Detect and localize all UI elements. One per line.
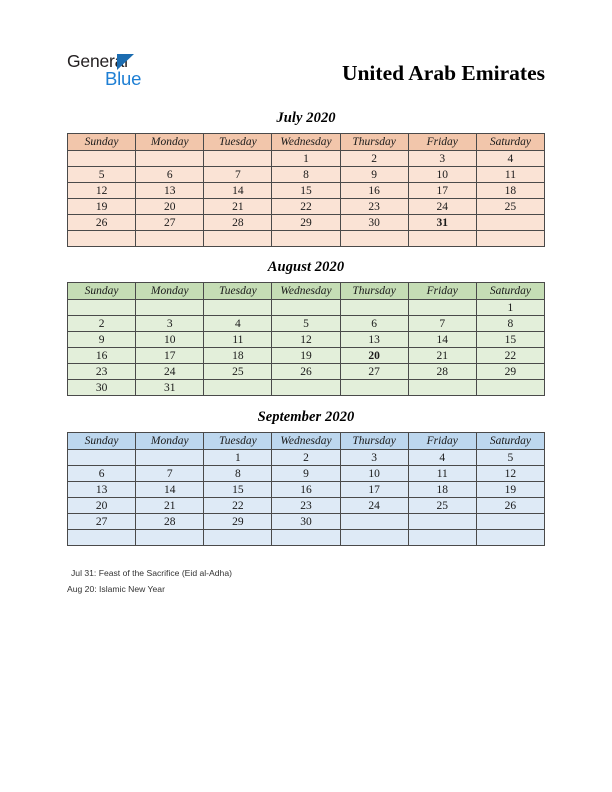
calendar-day-empty bbox=[204, 380, 272, 396]
calendar-day[interactable]: 15 bbox=[204, 482, 272, 498]
weekday-header-wednesday: Wednesday bbox=[272, 433, 340, 450]
calendar-week-row bbox=[68, 498, 545, 514]
calendar-day[interactable]: 4 bbox=[408, 450, 476, 466]
weekday-header-row bbox=[68, 433, 545, 450]
calendar-day[interactable]: 12 bbox=[272, 332, 340, 348]
calendar-day[interactable]: 21 bbox=[136, 498, 204, 514]
month-block-august bbox=[67, 259, 545, 396]
calendar-day[interactable]: 8 bbox=[204, 466, 272, 482]
calendar-day[interactable]: 13 bbox=[340, 332, 408, 348]
month-block-july bbox=[67, 110, 545, 247]
calendar-body bbox=[68, 450, 545, 546]
calendar-table-september bbox=[67, 432, 545, 546]
calendar-day[interactable]: 29 bbox=[476, 364, 544, 380]
calendar-day[interactable]: 14 bbox=[408, 332, 476, 348]
calendar-day[interactable]: 8 bbox=[476, 316, 544, 332]
calendar-day-empty bbox=[272, 380, 340, 396]
calendar-day-empty bbox=[136, 231, 204, 247]
calendar-table-july bbox=[67, 133, 545, 247]
calendar-day[interactable]: 19 bbox=[476, 482, 544, 498]
calendar-day[interactable]: 24 bbox=[340, 498, 408, 514]
calendar-day-empty bbox=[204, 151, 272, 167]
calendar-week-row bbox=[68, 482, 545, 498]
weekday-header-monday: Monday bbox=[136, 283, 204, 300]
calendar-day-empty bbox=[476, 231, 544, 247]
calendar-day[interactable]: 19 bbox=[68, 199, 136, 215]
calendar-day[interactable]: 23 bbox=[68, 364, 136, 380]
calendar-day[interactable]: 7 bbox=[204, 167, 272, 183]
calendar-day[interactable]: 16 bbox=[68, 348, 136, 364]
weekday-header-sunday: Sunday bbox=[68, 283, 136, 300]
weekday-header-tuesday: Tuesday bbox=[204, 283, 272, 300]
calendar-day-empty bbox=[476, 530, 544, 546]
calendar-day[interactable]: 9 bbox=[340, 167, 408, 183]
calendar-week-row bbox=[68, 466, 545, 482]
calendar-day[interactable]: 16 bbox=[340, 183, 408, 199]
calendar-day-empty bbox=[136, 300, 204, 316]
calendar-day-empty bbox=[476, 215, 544, 231]
calendar-day-empty bbox=[272, 300, 340, 316]
calendar-day-empty bbox=[68, 231, 136, 247]
calendar-day[interactable]: 14 bbox=[204, 183, 272, 199]
weekday-header-row bbox=[68, 134, 545, 151]
calendar-day[interactable]: 25 bbox=[408, 498, 476, 514]
calendar-day[interactable]: 29 bbox=[272, 215, 340, 231]
calendar-day[interactable]: 24 bbox=[136, 364, 204, 380]
calendar-day[interactable]: 10 bbox=[408, 167, 476, 183]
calendar-day[interactable]: 18 bbox=[408, 482, 476, 498]
calendar-day-empty bbox=[68, 300, 136, 316]
calendar-day[interactable]: 6 bbox=[136, 167, 204, 183]
calendar-day-empty bbox=[272, 231, 340, 247]
holiday-note: Jul 31: Feast of the Sacrifice (Eid al-Adha) bbox=[71, 568, 232, 578]
calendar-day[interactable]: 9 bbox=[272, 466, 340, 482]
calendar-day[interactable]: 15 bbox=[272, 183, 340, 199]
calendar-day[interactable]: 23 bbox=[272, 498, 340, 514]
calendar-day-holiday[interactable]: 20 bbox=[340, 348, 408, 364]
calendar-day[interactable]: 13 bbox=[68, 482, 136, 498]
logo-text-blue: Blue bbox=[105, 68, 142, 89]
calendar-day[interactable]: 12 bbox=[476, 466, 544, 482]
calendar-day[interactable]: 27 bbox=[68, 514, 136, 530]
weekday-header-friday: Friday bbox=[408, 433, 476, 450]
calendar-day-empty bbox=[204, 231, 272, 247]
calendar-day[interactable]: 27 bbox=[340, 364, 408, 380]
month-title: August 2020 bbox=[267, 259, 345, 275]
calendar-day[interactable]: 30 bbox=[68, 380, 136, 396]
weekday-header-monday: Monday bbox=[136, 134, 204, 151]
weekday-header-saturday: Saturday bbox=[476, 134, 544, 151]
calendar-day[interactable]: 18 bbox=[204, 348, 272, 364]
calendar-day[interactable]: 10 bbox=[340, 466, 408, 482]
calendar-day[interactable]: 20 bbox=[136, 199, 204, 215]
calendar-day[interactable]: 5 bbox=[68, 167, 136, 183]
calendar-day[interactable]: 20 bbox=[68, 498, 136, 514]
calendar-week-row bbox=[68, 450, 545, 466]
calendar-day[interactable]: 25 bbox=[204, 364, 272, 380]
calendar-week-row bbox=[68, 380, 545, 396]
calendar-day[interactable]: 5 bbox=[476, 450, 544, 466]
calendar-day-empty bbox=[408, 514, 476, 530]
calendar-day-empty bbox=[68, 530, 136, 546]
calendar-week-row bbox=[68, 215, 545, 231]
calendar-day[interactable]: 4 bbox=[476, 151, 544, 167]
calendar-day[interactable]: 6 bbox=[68, 466, 136, 482]
calendar-day-empty bbox=[340, 530, 408, 546]
weekday-header-friday: Friday bbox=[408, 134, 476, 151]
calendar-day[interactable]: 11 bbox=[408, 466, 476, 482]
calendar-day[interactable]: 3 bbox=[340, 450, 408, 466]
calendar-day-empty bbox=[340, 380, 408, 396]
calendar-week-row bbox=[68, 364, 545, 380]
calendar-day[interactable]: 9 bbox=[68, 332, 136, 348]
calendar-week-row bbox=[68, 151, 545, 167]
calendar-body bbox=[68, 151, 545, 247]
calendar-day[interactable]: 22 bbox=[476, 348, 544, 364]
general-blue-logo bbox=[67, 50, 167, 96]
calendar-day[interactable]: 21 bbox=[408, 348, 476, 364]
calendar-week-row bbox=[68, 300, 545, 316]
calendar-day-empty bbox=[340, 514, 408, 530]
calendar-day[interactable]: 25 bbox=[476, 199, 544, 215]
calendar-week-row bbox=[68, 530, 545, 546]
logo-text-general: General bbox=[67, 51, 128, 71]
calendar-day-empty bbox=[136, 450, 204, 466]
calendar-day[interactable]: 11 bbox=[476, 167, 544, 183]
calendar-day[interactable]: 16 bbox=[272, 482, 340, 498]
calendar-day[interactable]: 2 bbox=[68, 316, 136, 332]
calendar-day-empty bbox=[204, 530, 272, 546]
calendar-day[interactable]: 28 bbox=[408, 364, 476, 380]
calendar-day[interactable]: 1 bbox=[204, 450, 272, 466]
calendar-day[interactable]: 17 bbox=[340, 482, 408, 498]
calendar-day[interactable]: 8 bbox=[272, 167, 340, 183]
calendar-day[interactable]: 3 bbox=[136, 316, 204, 332]
calendar-day[interactable]: 4 bbox=[204, 316, 272, 332]
calendar-day[interactable]: 28 bbox=[136, 514, 204, 530]
calendar-week-row bbox=[68, 231, 545, 247]
calendar-day-empty bbox=[476, 380, 544, 396]
calendar-day[interactable]: 12 bbox=[68, 183, 136, 199]
calendar-day[interactable]: 1 bbox=[272, 151, 340, 167]
calendar-table-august bbox=[67, 282, 545, 396]
calendar-day[interactable]: 28 bbox=[204, 215, 272, 231]
calendar-day[interactable]: 30 bbox=[272, 514, 340, 530]
calendar-day-empty bbox=[136, 151, 204, 167]
page-title: United Arab Emirates bbox=[341, 61, 545, 85]
weekday-header-wednesday: Wednesday bbox=[272, 283, 340, 300]
calendar-day[interactable]: 26 bbox=[68, 215, 136, 231]
calendar-week-row bbox=[68, 332, 545, 348]
holiday-note: Aug 20: Islamic New Year bbox=[67, 583, 165, 594]
calendar-week-row bbox=[68, 183, 545, 199]
calendar-day[interactable]: 31 bbox=[136, 380, 204, 396]
calendar-day[interactable]: 6 bbox=[340, 316, 408, 332]
calendar-day-empty bbox=[136, 530, 204, 546]
calendar-day[interactable]: 1 bbox=[476, 300, 544, 316]
calendar-day[interactable]: 17 bbox=[408, 183, 476, 199]
calendar-body bbox=[68, 300, 545, 396]
calendar-day[interactable]: 15 bbox=[476, 332, 544, 348]
calendar-day[interactable]: 11 bbox=[204, 332, 272, 348]
weekday-header-saturday: Saturday bbox=[476, 433, 544, 450]
calendar-day-empty bbox=[68, 151, 136, 167]
calendar-day[interactable]: 13 bbox=[136, 183, 204, 199]
calendar-week-row bbox=[68, 199, 545, 215]
calendar-day-empty bbox=[408, 380, 476, 396]
weekday-header-wednesday: Wednesday bbox=[272, 134, 340, 151]
calendar-day[interactable]: 2 bbox=[272, 450, 340, 466]
calendar-day[interactable]: 26 bbox=[476, 498, 544, 514]
calendar-day[interactable]: 7 bbox=[408, 316, 476, 332]
calendar-day-empty bbox=[408, 231, 476, 247]
calendar-day-empty bbox=[204, 300, 272, 316]
calendar-day[interactable]: 10 bbox=[136, 332, 204, 348]
calendar-day-empty bbox=[476, 514, 544, 530]
calendar-day-empty bbox=[408, 530, 476, 546]
weekday-header-sunday: Sunday bbox=[68, 134, 136, 151]
calendar-day[interactable]: 3 bbox=[408, 151, 476, 167]
calendar-week-row bbox=[68, 514, 545, 530]
calendar-day[interactable]: 30 bbox=[340, 215, 408, 231]
calendar-week-row bbox=[68, 348, 545, 364]
month-title: September 2020 bbox=[257, 409, 355, 425]
weekday-header-thursday: Thursday bbox=[340, 134, 408, 151]
calendar-day[interactable]: 18 bbox=[476, 183, 544, 199]
calendar-day[interactable]: 24 bbox=[408, 199, 476, 215]
month-title: July 2020 bbox=[276, 110, 336, 126]
calendar-day[interactable]: 7 bbox=[136, 466, 204, 482]
calendar-day[interactable]: 17 bbox=[136, 348, 204, 364]
calendar-day-holiday[interactable]: 31 bbox=[408, 215, 476, 231]
calendar-day[interactable]: 29 bbox=[204, 514, 272, 530]
calendar-day[interactable]: 19 bbox=[272, 348, 340, 364]
calendar-day-empty bbox=[68, 450, 136, 466]
page-header bbox=[67, 50, 545, 98]
calendar-day[interactable]: 23 bbox=[340, 199, 408, 215]
weekday-header-saturday: Saturday bbox=[476, 283, 544, 300]
calendar-day[interactable]: 2 bbox=[340, 151, 408, 167]
calendar-week-row bbox=[68, 167, 545, 183]
calendar-day-empty bbox=[272, 530, 340, 546]
calendar-day-empty bbox=[340, 300, 408, 316]
weekday-header-tuesday: Tuesday bbox=[204, 433, 272, 450]
calendar-day[interactable]: 22 bbox=[204, 498, 272, 514]
calendar-day[interactable]: 14 bbox=[136, 482, 204, 498]
weekday-header-monday: Monday bbox=[136, 433, 204, 450]
calendar-day-empty bbox=[408, 300, 476, 316]
calendar-week-row bbox=[68, 316, 545, 332]
calendar-day[interactable]: 26 bbox=[272, 364, 340, 380]
calendar-day[interactable]: 22 bbox=[272, 199, 340, 215]
weekday-header-thursday: Thursday bbox=[340, 283, 408, 300]
calendar-day[interactable]: 27 bbox=[136, 215, 204, 231]
calendar-day[interactable]: 21 bbox=[204, 199, 272, 215]
weekday-header-thursday: Thursday bbox=[340, 433, 408, 450]
holiday-notes bbox=[67, 566, 545, 597]
month-block-september bbox=[67, 409, 545, 546]
weekday-header-tuesday: Tuesday bbox=[204, 134, 272, 151]
weekday-header-friday: Friday bbox=[408, 283, 476, 300]
weekday-header-sunday: Sunday bbox=[68, 433, 136, 450]
calendar-day[interactable]: 5 bbox=[272, 316, 340, 332]
calendar-day-empty bbox=[340, 231, 408, 247]
weekday-header-row bbox=[68, 283, 545, 300]
